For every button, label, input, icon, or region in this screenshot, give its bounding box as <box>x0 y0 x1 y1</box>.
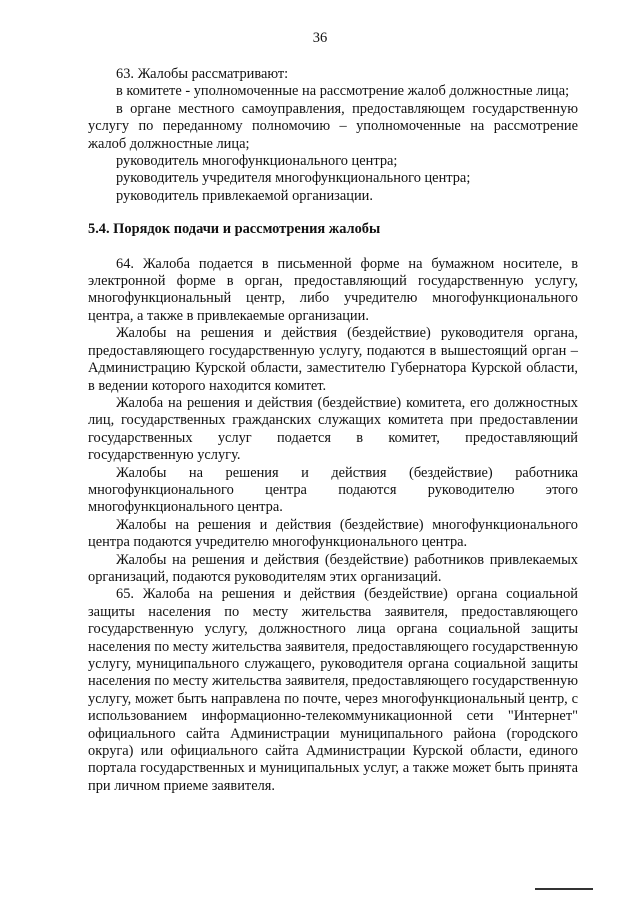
paragraph-64: 64. Жалоба подается в письменной форме на бумажном носителе, в электронной форме в орган, предоставляющий государственную услугу, многофункциональный центр, либо учредителю многофункционального центра, а также в привлекаемые организации. <box>88 255 578 324</box>
paragraph-complaints-mfc: Жалобы на решения и действия (бездействие) многофункционального центра подаются учредителю многофункционального центра. <box>88 516 578 551</box>
paragraph-complaints-org-workers: Жалобы на решения и действия (бездействие) работников привлекаемых организаций, подаются руководителям этих организаций. <box>88 551 578 585</box>
paragraph-local-authority: в органе местного самоуправления, предоставляющем государственную услугу по переданному полномочию – уполномоченные на рассмотрение жалоб должностные лица; <box>88 100 578 152</box>
page-number: 36 <box>312 30 328 46</box>
paragraph-complaints-committee: Жалоба на решения и действия (бездействие) комитета, его должностных лиц, государственных гражданских служащих комитета при предоставлении государственных услуг подается в комитет, предоставляющий государственную услугу. <box>88 394 578 464</box>
paragraph-63: 63. Жалобы рассматривают: <box>116 66 289 82</box>
footer-rule <box>535 888 593 890</box>
paragraph-org-head: руководитель привлекаемой организации. <box>116 187 373 204</box>
paragraph-mfc-founder-head: руководитель учредителя многофункционального центра; <box>116 170 471 187</box>
paragraph-committee: в комитете - уполномоченные на рассмотрение жалоб должностные лица; <box>116 83 570 100</box>
paragraph-complaints-mfc-worker: Жалобы на решения и действия (бездействие) работника многофункционального центра подаются руководителю этого многофункционального центра. <box>88 464 578 516</box>
paragraph-complaints-head: Жалобы на решения и действия (бездействие) руководителя органа, предоставляющего государственную услугу, подаются в вышестоящий орган – Администрацию Курской области, заместителю Губернатора Курской области, в ведении которого находится комитет. <box>88 325 578 394</box>
paragraph-mfc-head: руководитель многофункционального центра; <box>116 153 398 170</box>
paragraph-65: 65. Жалоба на решения и действия (бездействие) органа социальной защиты населения по месту жительства заявителя, предоставляющего государственную услугу, должностного лица органа социальной защиты населения по месту жительства заявителя, предоставляющего государственную услугу, муниципального служащего, руководителя органа социальной защиты населения по месту жительства заявителя, предоставляющего государственную услугу, может быть направлена по почте, через многофункциональный центр, с использованием информационно-телекоммуникационной сети "Интернет" официального сайта Администрации муниципального района (городского округа) или официального сайта Администрации Курской области, единого портала государственных и муниципальных услуг, а также может быть принята при личном приеме заявителя. <box>88 586 578 794</box>
section-heading-5-4: 5.4. Порядок подачи и рассмотрения жалобы <box>88 221 381 238</box>
document-body <box>88 66 578 795</box>
